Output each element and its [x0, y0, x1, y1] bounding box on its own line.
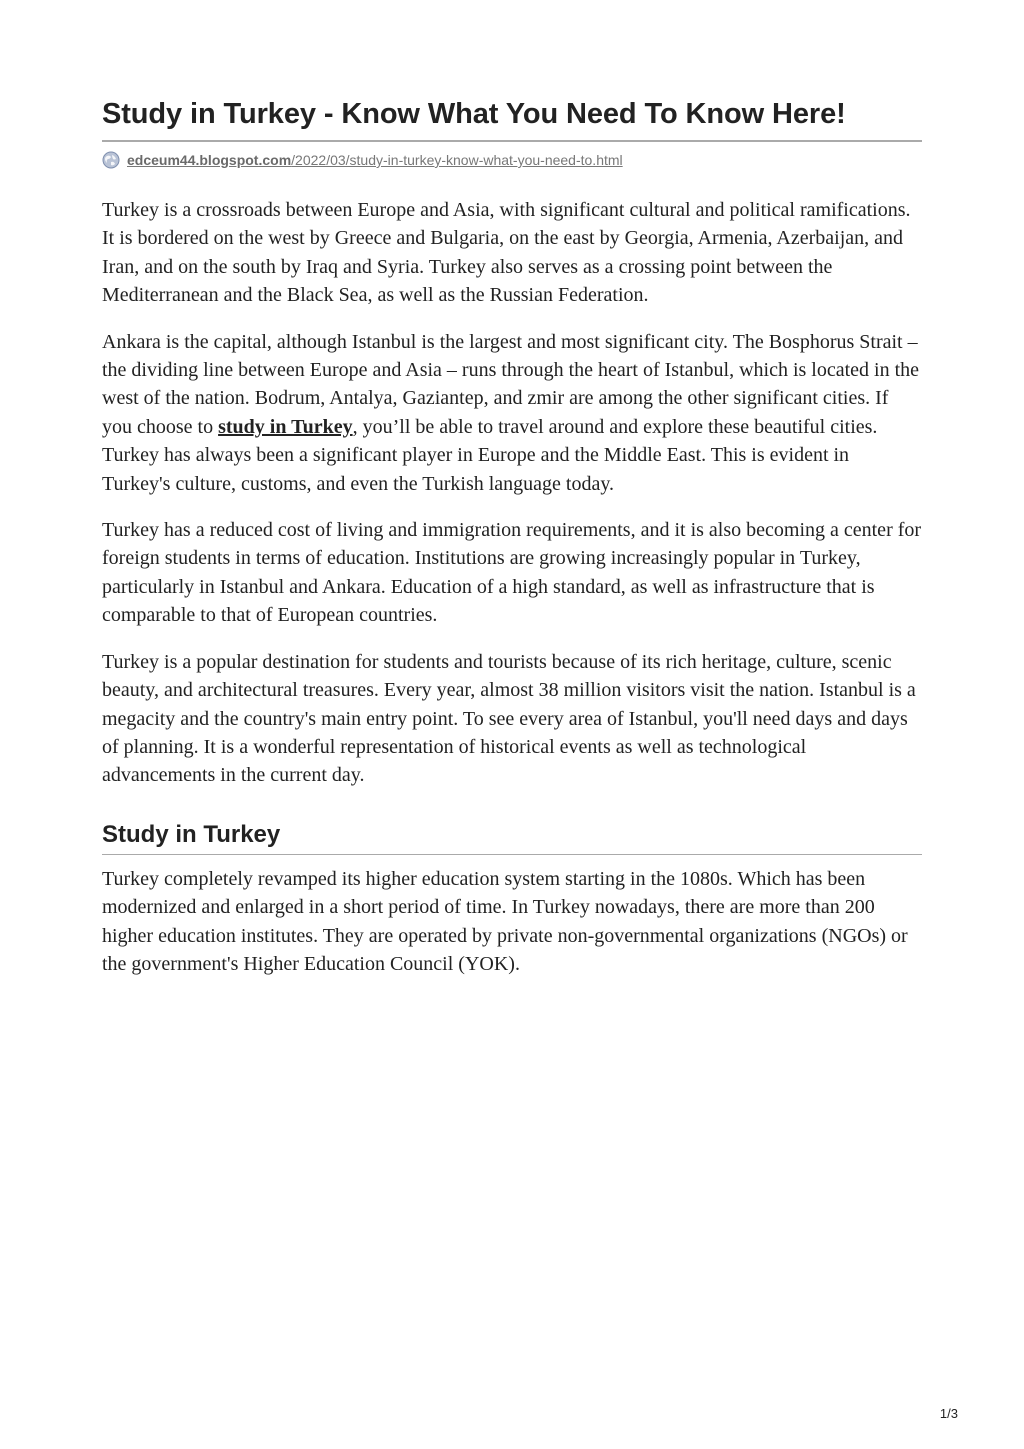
- source-link[interactable]: [127, 152, 623, 168]
- source-domain: edceum44.blogspot.com: [127, 152, 292, 168]
- page-title: Study in Turkey - Know What You Need To Know Here!: [102, 96, 922, 142]
- study-in-turkey-link[interactable]: study in Turkey: [218, 415, 353, 438]
- paragraph-2-after: , you’ll be able to travel around and explore these beautiful cities. Turkey has always been a significant player in Europe and the Middle East. This is evident in Turkey's culture, customs, and even the Turkish language today.: [102, 415, 878, 495]
- section-paragraph-1: Turkey completely revamped its higher education system starting in the 1080s. Which has been modernized and enlarged in a short period of time. In Turkey nowadays, there are more than 200 higher education institutes. They are operated by private non-governmental organizations (NGOs) or the government's Higher Education Council (YOK).: [102, 867, 908, 975]
- source-path: /2022/03/study-in-turkey-know-what-you-need-to.html: [291, 152, 623, 168]
- paragraph-2: [102, 328, 922, 498]
- document-page: [102, 96, 922, 996]
- source-line: [102, 151, 922, 169]
- globe-icon: [102, 151, 120, 169]
- paragraph-2-before: Ankara is the capital, although Istanbul is the largest and most significant city. The Bosphorus Strait – the dividing line between Europe and Asia – runs through the heart of Istanbul, which is located in the west of the nation. Bodrum, Antalya, Gaziantep, and zmir are among the other significant cities. If you choose to: [102, 330, 920, 438]
- section-heading: Study in Turkey: [102, 820, 922, 855]
- paragraph-4: Turkey is a popular destination for students and tourists because of its rich heritage, culture, scenic beauty, and architectural treasures. Every year, almost 38 million visitors visit the nation. Istanbul is a megacity and the country's main entry point. To see every area of Istanbul, you'll need days and days of planning. It is a wonderful representation of historical events as well as technological advancements in the current day.: [102, 650, 916, 787]
- page-number: 1/3: [939, 1406, 958, 1421]
- paragraph-1: Turkey is a crossroads between Europe and Asia, with significant cultural and political ramifications. It is bordered on the west by Greece and Bulgaria, on the east by Georgia, Armenia, Azerbaijan, and Iran, and on the south by Iraq and Syria. Turkey also serves as a crossing point between the Mediterranean and the Black Sea, as well as the Russian Federation.: [102, 199, 911, 307]
- paragraph-3: Turkey has a reduced cost of living and immigration requirements, and it is also becoming a center for foreign students in terms of education. Institutions are growing increasingly popular in Turkey, particularly in Istanbul and Ankara. Education of a high standard, as well as infrastructure that is comparable to that of European countries.: [102, 519, 922, 627]
